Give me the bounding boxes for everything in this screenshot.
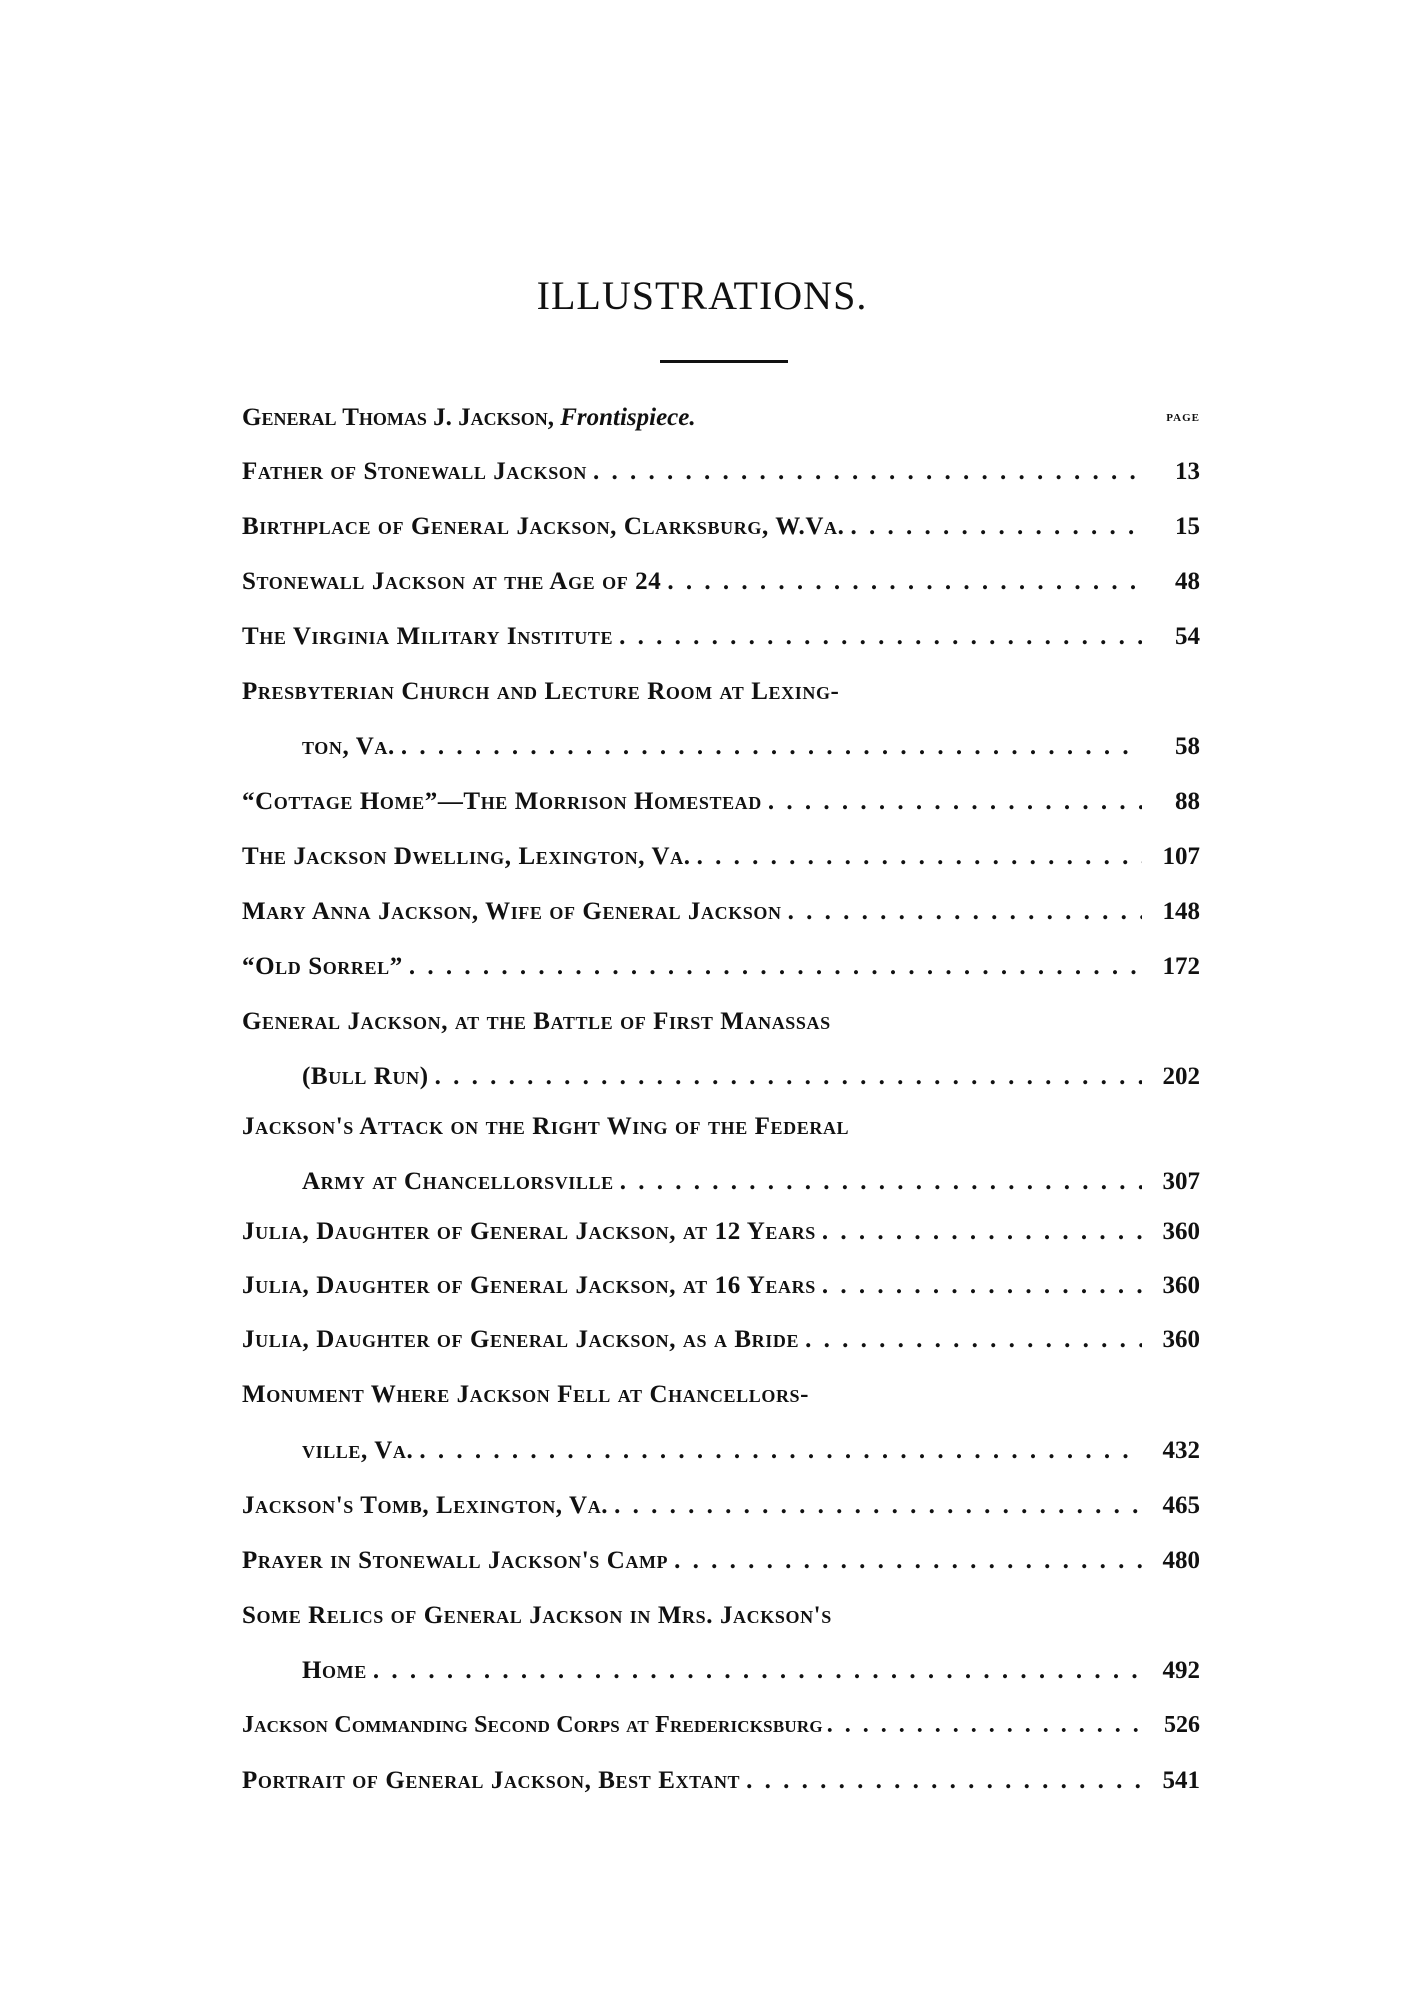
list-item	[242, 1381, 1200, 1431]
entry-page: 541	[1162, 1767, 1200, 1794]
dot-leader	[401, 733, 1142, 761]
dot-leader	[619, 623, 1142, 651]
entry-title: Jackson's Attack on the Right Wing of the Federal	[242, 1113, 850, 1140]
entry-title: Stonewall Jackson at the Age of 24	[242, 568, 662, 595]
entry-page: 360	[1162, 1218, 1200, 1245]
dot-leader	[788, 898, 1142, 926]
dot-leader	[697, 843, 1142, 871]
list-item	[242, 458, 1200, 508]
list-item	[242, 1218, 1200, 1268]
entry-page: 492	[1162, 1657, 1200, 1684]
entry-title: ville, Va.	[302, 1437, 414, 1464]
dot-leader	[746, 1767, 1142, 1795]
entry-page: 148	[1162, 898, 1200, 925]
entry-title: Jackson Commanding Second Corps at Fredericksburg	[242, 1712, 823, 1738]
dot-leader	[435, 1063, 1142, 1091]
list-item	[242, 1008, 1200, 1058]
entry-page: 172	[1162, 953, 1200, 980]
dot-leader	[667, 568, 1142, 596]
entry-title: Home	[302, 1657, 367, 1684]
entry-page: 360	[1162, 1272, 1200, 1299]
entry-page: 480	[1162, 1547, 1200, 1574]
dot-leader	[409, 953, 1142, 981]
frontispiece-entry	[242, 400, 1200, 450]
entry-title: Jackson's Tomb, Lexington, Va.	[242, 1492, 609, 1519]
entry-page: 360	[1162, 1326, 1200, 1353]
dot-leader	[620, 1168, 1142, 1196]
dot-leader	[674, 1547, 1142, 1575]
entry-title: Julia, Daughter of General Jackson, at 16 Years	[242, 1272, 816, 1299]
entry-title: ton, Va.	[302, 733, 395, 760]
entry-title: Mary Anna Jackson, Wife of General Jackson	[242, 898, 782, 925]
list-item	[242, 843, 1200, 893]
entry-page: 465	[1162, 1492, 1200, 1519]
entry-title: Julia, Daughter of General Jackson, as a Bride	[242, 1326, 800, 1353]
list-item-continuation	[302, 1063, 1200, 1113]
dot-leader	[593, 458, 1142, 486]
list-item	[242, 1113, 1200, 1163]
list-item	[242, 623, 1200, 673]
list-item-continuation	[302, 1657, 1200, 1707]
entry-title: Birthplace of General Jackson, Clarksburg, W.Va.	[242, 513, 845, 540]
entry-page: 107	[1162, 843, 1200, 870]
list-item	[242, 1326, 1200, 1376]
page-column-label: PAGE	[1166, 412, 1200, 424]
dot-leader	[822, 1218, 1142, 1246]
entry-page: 202	[1162, 1063, 1200, 1090]
list-item	[242, 1767, 1200, 1817]
list-item	[242, 1602, 1200, 1652]
list-item	[242, 1272, 1200, 1322]
list-item	[242, 788, 1200, 838]
entry-title: The Jackson Dwelling, Lexington, Va.	[242, 843, 691, 870]
entry-page: 58	[1175, 733, 1200, 760]
list-item	[242, 1547, 1200, 1597]
entry-page: 48	[1175, 568, 1200, 595]
dot-leader	[850, 513, 1142, 541]
entry-title: The Virginia Military Institute	[242, 623, 614, 650]
dot-leader	[827, 1712, 1148, 1739]
title-rule	[660, 360, 788, 363]
frontispiece-text	[242, 404, 696, 432]
dot-leader	[419, 1437, 1142, 1465]
list-item-continuation	[302, 733, 1200, 783]
frontispiece-subject: General Thomas J. Jackson,	[242, 404, 554, 431]
list-item	[242, 678, 1200, 728]
entry-title: “Old Sorrel”	[242, 953, 403, 980]
list-item-continuation	[302, 1437, 1200, 1487]
dot-leader	[805, 1326, 1142, 1354]
entry-page: 307	[1162, 1168, 1200, 1195]
entry-title: (Bull Run)	[302, 1063, 429, 1090]
entry-page: 54	[1175, 623, 1200, 650]
entry-title: Presbyterian Church and Lecture Room at Lexing-	[242, 678, 840, 705]
entry-title: Portrait of General Jackson, Best Extant	[242, 1767, 741, 1794]
list-item	[242, 513, 1200, 563]
list-item	[242, 1492, 1200, 1542]
entry-title: “Cottage Home”—The Morrison Homestead	[242, 788, 762, 815]
entry-title: Some Relics of General Jackson in Mrs. Jackson's	[242, 1602, 832, 1629]
dot-leader	[822, 1272, 1142, 1300]
entry-title: Prayer in Stonewall Jackson's Camp	[242, 1547, 669, 1574]
dot-leader	[614, 1492, 1142, 1520]
entry-page: 13	[1175, 458, 1200, 485]
list-item	[242, 898, 1200, 948]
entry-title: Julia, Daughter of General Jackson, at 12 Years	[242, 1218, 816, 1245]
entry-title: Father of Stonewall Jackson	[242, 458, 588, 485]
page-title: ILLUSTRATIONS.	[536, 273, 868, 318]
entry-page: 88	[1175, 788, 1200, 815]
entry-page: 15	[1175, 513, 1200, 540]
frontispiece-note: Frontispiece.	[560, 404, 696, 431]
list-item	[242, 1712, 1200, 1762]
list-item	[242, 953, 1200, 1003]
entry-page: 526	[1164, 1712, 1200, 1738]
dot-leader	[373, 1657, 1142, 1685]
list-item	[242, 568, 1200, 618]
entry-title: General Jackson, at the Battle of First Manassas	[242, 1008, 831, 1035]
entry-title: Army at Chancellorsville	[302, 1168, 614, 1195]
dot-leader	[768, 788, 1142, 816]
entry-title: Monument Where Jackson Fell at Chancellors-	[242, 1381, 810, 1408]
entry-page: 432	[1162, 1437, 1200, 1464]
list-item-continuation	[302, 1168, 1200, 1218]
